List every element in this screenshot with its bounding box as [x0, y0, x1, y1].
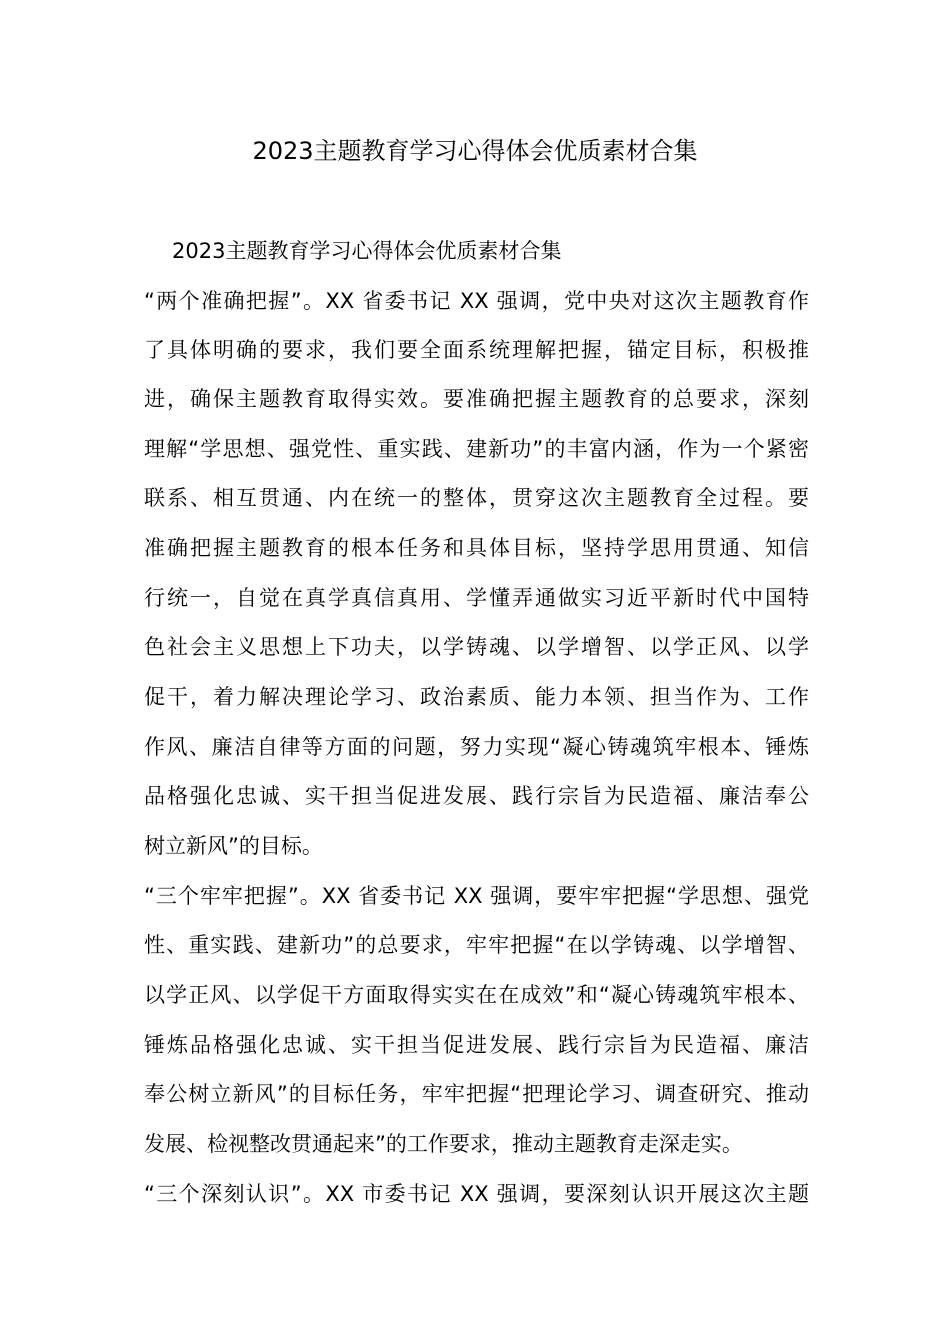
body-line-18: 发展、检视整改贯通起来”的工作要求，推动主题教育走深走实。	[144, 1132, 743, 1156]
body-line-9: 促干，着力解决理论学习、政治素质、能力本领、担当作为、工作	[144, 685, 809, 709]
body-line-19: “三个深刻认识”。XX 市委书记 XX 强调，要深刻认识开展这次主题	[144, 1182, 809, 1206]
body-line-4: 理解“学思想、强党性、重实践、建新功”的丰富内涵，作为一个紧密	[144, 437, 809, 461]
body-line-5: 联系、相互贯通、内在统一的整体，贯穿这次主题教育全过程。要	[144, 486, 809, 510]
body-line-7: 行统一，自觉在真学真信真用、学懂弄通做实习近平新时代中国特	[144, 586, 809, 610]
body-line-16: 锤炼品格强化忠诚、实干担当促进发展、践行宗旨为民造福、廉洁	[144, 1033, 809, 1057]
body-line-17: 奉公树立新风”的目标任务，牢牢把握“把理论学习、调查研究、推动	[144, 1082, 809, 1106]
body-line-14: 性、重实践、建新功”的总要求，牢牢把握“在以学铸魂、以学增智、	[144, 933, 809, 957]
document-title: 2023主题教育学习心得体会优质素材合集	[252, 137, 698, 165]
body-line-3: 进，确保主题教育取得实效。要准确把握主题教育的总要求，深刻	[144, 387, 809, 411]
body-line-11: 品格强化忠诚、实干担当促进发展、践行宗旨为民造福、廉洁奉公	[144, 784, 809, 808]
body-line-10: 作风、廉洁自律等方面的问题，努力实现“凝心铸魂筑牢根本、锤炼	[144, 735, 809, 759]
document-subtitle: 2023主题教育学习心得体会优质素材合集	[172, 239, 562, 263]
body-line-12: 树立新风”的目标。	[144, 834, 323, 858]
body-line-1: “两个准确把握”。XX 省委书记 XX 强调，党中央对这次主题教育作	[144, 289, 809, 313]
body-line-15: 以学正风、以学促干方面取得实实在在成效”和“凝心铸魂筑牢根本、	[144, 983, 809, 1007]
body-line-2: 了具体明确的要求，我们要全面系统理解把握，锚定目标，积极推	[144, 338, 809, 362]
body-line-8: 色社会主义思想上下功夫，以学铸魂、以学增智、以学正风、以学	[144, 635, 809, 659]
body-line-6: 准确把握主题教育的根本任务和具体目标，坚持学思用贯通、知信	[144, 536, 809, 560]
body-line-13: “三个牢牢把握”。XX 省委书记 XX 强调，要牢牢把握“学思想、强党	[144, 884, 809, 908]
